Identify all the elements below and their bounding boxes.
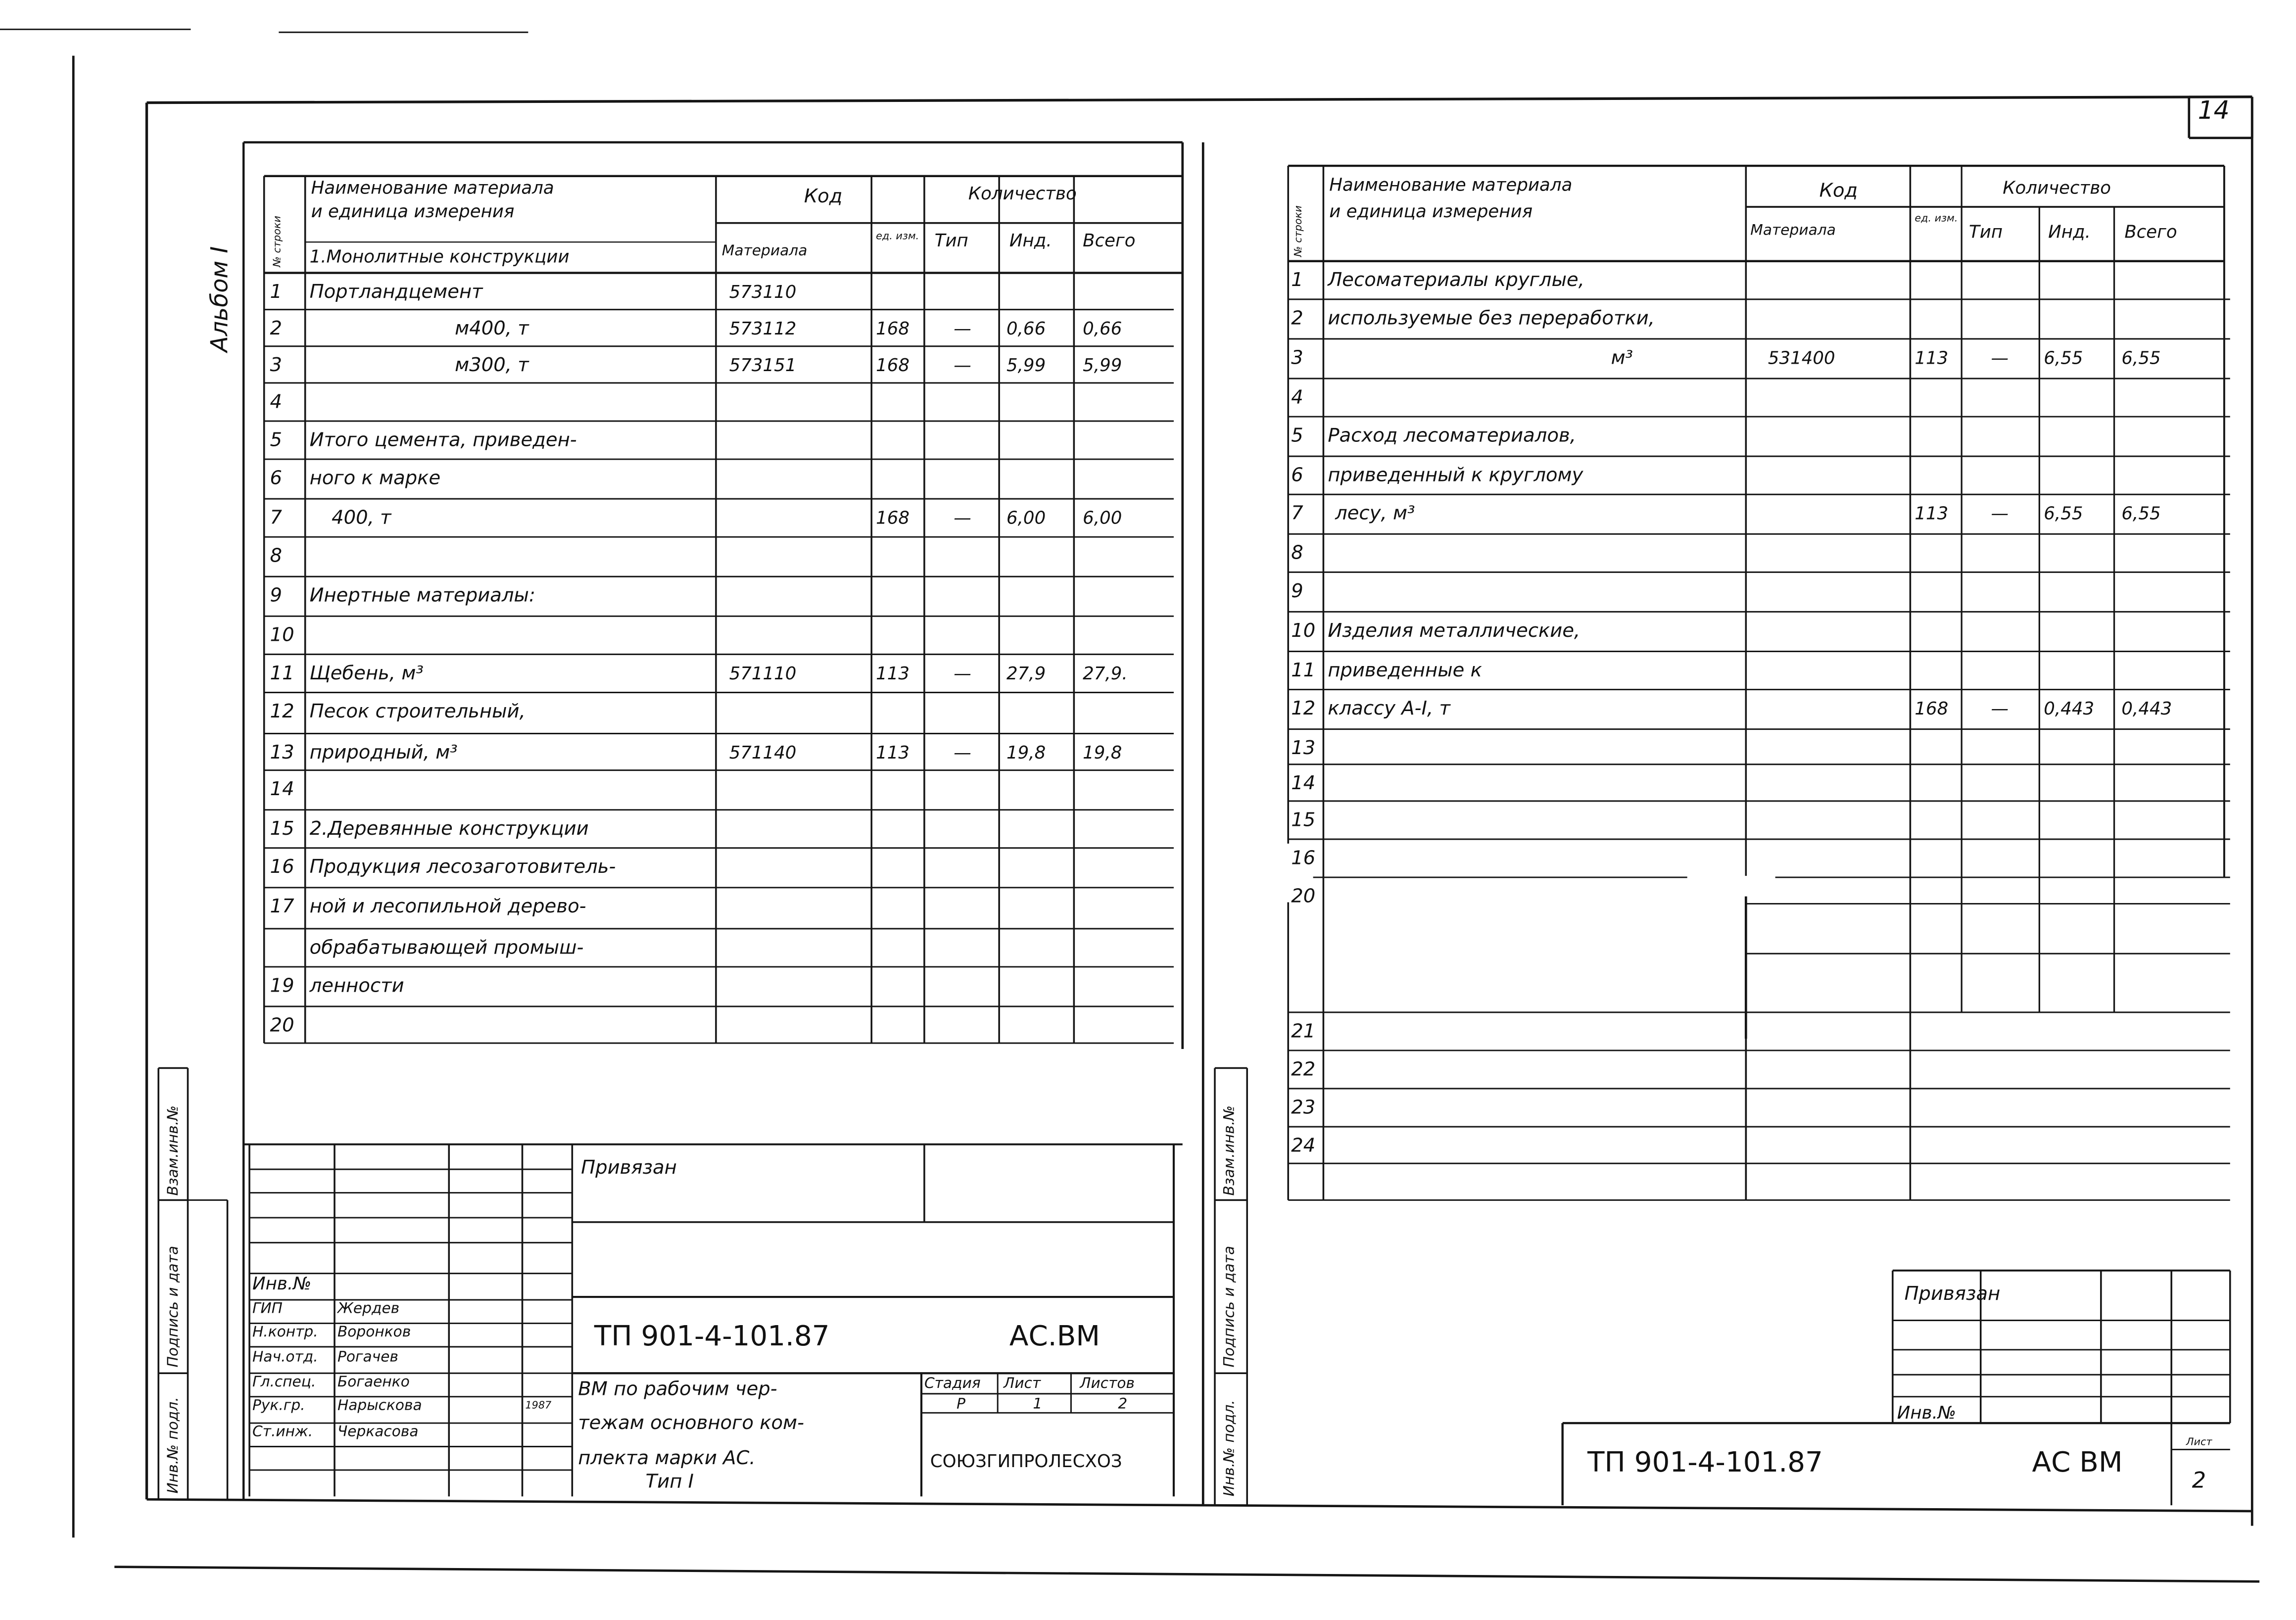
row-number: 6 bbox=[270, 468, 283, 490]
header-name-line-1: Наименование материала bbox=[311, 177, 554, 198]
row-number: 16 bbox=[270, 857, 294, 879]
row-number: 1 bbox=[270, 282, 283, 304]
row-name: Лесоматериалы круглые, bbox=[1328, 270, 1585, 292]
header-total: Всего bbox=[1083, 230, 1136, 251]
signature-name: Воронков bbox=[337, 1325, 411, 1341]
row-number: 24 bbox=[1291, 1135, 1316, 1158]
signature-role: Ст.инж. bbox=[252, 1425, 313, 1441]
row-unit: 168 bbox=[876, 507, 910, 528]
row-number: 4 bbox=[1291, 387, 1303, 410]
header-material: Материала bbox=[721, 243, 808, 260]
doc-code: ТП 901-4-101.87 bbox=[1587, 1446, 1823, 1479]
row-number: 17 bbox=[270, 896, 294, 919]
signature-name: Нарыскова bbox=[337, 1398, 422, 1415]
sheet-label: Лист bbox=[1004, 1376, 1041, 1392]
inv-no-orig-label: Инв.№ подл. bbox=[1222, 1400, 1239, 1497]
header-quantity: Количество bbox=[968, 183, 1077, 204]
signature-name: Жердев bbox=[337, 1301, 400, 1318]
row-number: 5 bbox=[270, 429, 283, 452]
sheets-label: Листов bbox=[1080, 1376, 1135, 1392]
replaced-inv-label: Взам.инв.№ bbox=[166, 1105, 182, 1196]
header-code: Код bbox=[1819, 180, 1858, 203]
stage-label: Стадия bbox=[924, 1376, 981, 1392]
row-number: 11 bbox=[270, 663, 294, 685]
row-number: 15 bbox=[1291, 810, 1316, 832]
row-name: обрабатывающей промыш- bbox=[309, 937, 584, 960]
header-unit: ед. изм. bbox=[1914, 212, 1958, 225]
row-number: 10 bbox=[270, 625, 294, 647]
header-ind: Инд. bbox=[1009, 230, 1052, 251]
row-type: — bbox=[954, 318, 971, 339]
row-number: 11 bbox=[1291, 660, 1316, 682]
row-number: 12 bbox=[270, 701, 294, 723]
row-name: приведенные к bbox=[1328, 660, 1482, 682]
row-unit: 168 bbox=[876, 355, 910, 376]
row-ind: 0,443 bbox=[2044, 698, 2095, 719]
row-type: — bbox=[954, 507, 971, 528]
row-number: 9 bbox=[270, 585, 283, 608]
row-number: 13 bbox=[270, 742, 294, 764]
row-number: 2 bbox=[270, 318, 283, 340]
row-name: Продукция лесозаготовитель- bbox=[309, 857, 616, 879]
inv-no-label: Инв.№ bbox=[1897, 1402, 1956, 1424]
row-total: 6,55 bbox=[2121, 503, 2161, 524]
signature-role: Рук.гр. bbox=[252, 1398, 305, 1415]
header-type: Тип bbox=[934, 230, 968, 251]
row-unit: 113 bbox=[1914, 503, 1949, 524]
row-number: 20 bbox=[270, 1015, 294, 1038]
sheet-number: 14 bbox=[2198, 96, 2230, 126]
row-unit: 168 bbox=[876, 318, 910, 339]
row-total: 6,00 bbox=[1083, 507, 1122, 528]
section-title: 1.Монолитные конструкции bbox=[309, 246, 570, 267]
row-number: 6 bbox=[1291, 465, 1303, 487]
row-name: 400, т bbox=[332, 507, 391, 530]
row-total: 5,99 bbox=[1083, 355, 1122, 376]
row-name: м³ bbox=[1611, 347, 1633, 370]
sheet-label: Лист bbox=[2186, 1436, 2212, 1448]
row-number: 8 bbox=[1291, 543, 1303, 565]
row-name: Изделия металлические, bbox=[1328, 620, 1580, 643]
row-type: — bbox=[954, 355, 971, 376]
doc-mark: АС.ВМ bbox=[1009, 1320, 1100, 1353]
row-number: 2 bbox=[1291, 308, 1303, 331]
row-total: 0,443 bbox=[2121, 698, 2172, 719]
row-total: 6,55 bbox=[2121, 347, 2161, 369]
row-type: — bbox=[1991, 347, 2009, 369]
header-name-line-2: и единица измерения bbox=[1329, 201, 1533, 222]
row-unit: 113 bbox=[876, 742, 910, 763]
row-number: 12 bbox=[1291, 698, 1316, 720]
row-ind: 19,8 bbox=[1006, 742, 1046, 763]
album-label: Альбом I bbox=[205, 246, 234, 352]
row-number: 22 bbox=[1291, 1059, 1316, 1082]
row-name: ной и лесопильной дерево- bbox=[309, 896, 586, 919]
row-number: 10 bbox=[1291, 620, 1316, 643]
header-material: Материала bbox=[1750, 223, 1836, 239]
row-number: 15 bbox=[270, 818, 294, 841]
row-number: 1 bbox=[1291, 270, 1303, 292]
signature-name: Богаенко bbox=[337, 1375, 410, 1391]
row-unit: 168 bbox=[1914, 698, 1949, 719]
fax-dropout-blot bbox=[1687, 876, 1775, 897]
doc-code: ТП 901-4-101.87 bbox=[594, 1320, 830, 1353]
description-line-3: плекта марки АС. bbox=[578, 1448, 756, 1470]
row-name: Расход лесоматериалов, bbox=[1328, 425, 1577, 448]
row-ind: 6,55 bbox=[2044, 503, 2083, 524]
row-ind: 0,66 bbox=[1006, 318, 1046, 339]
description-line-4: Тип I bbox=[645, 1471, 694, 1494]
replaced-inv-label: Взам.инв.№ bbox=[1222, 1105, 1239, 1196]
row-name: лесу, м³ bbox=[1335, 503, 1415, 525]
row-type: — bbox=[1991, 503, 2009, 524]
signature-role: Н.контр. bbox=[252, 1325, 318, 1341]
row-name: Итого цемента, приведен- bbox=[309, 429, 577, 452]
row-number: 8 bbox=[270, 545, 283, 568]
row-total: 0,66 bbox=[1083, 318, 1122, 339]
row-total: 27,9. bbox=[1083, 663, 1128, 684]
row-number: 7 bbox=[1291, 503, 1303, 525]
header-name-line-2: и единица измерения bbox=[311, 201, 515, 222]
row-total: 19,8 bbox=[1083, 742, 1122, 763]
sheets-value: 2 bbox=[1118, 1396, 1128, 1413]
row-code: 573151 bbox=[729, 355, 797, 376]
row-name: Инертные материалы: bbox=[309, 585, 535, 608]
signature-date-label: Подпись и дата bbox=[166, 1245, 182, 1368]
row-name: природный, м³ bbox=[309, 742, 458, 764]
row-type: — bbox=[954, 742, 971, 763]
signature-role: Гл.спец. bbox=[252, 1375, 316, 1391]
description-line-1: ВМ по рабочим чер- bbox=[578, 1379, 777, 1401]
row-number: 20 bbox=[1291, 886, 1316, 908]
row-number: 14 bbox=[270, 779, 294, 801]
privyazan-label: Привязан bbox=[1904, 1284, 2001, 1306]
header-row-number: № строки bbox=[271, 216, 284, 267]
organization-name: СОЮЗГИПРОЛЕСХОЗ bbox=[930, 1451, 1122, 1472]
header-unit: ед. изм. bbox=[876, 230, 919, 242]
row-type: — bbox=[1991, 698, 2009, 719]
description-line-2: тежам основного ком- bbox=[578, 1413, 805, 1435]
row-unit: 113 bbox=[1914, 347, 1949, 369]
row-name: приведенный к круглому bbox=[1328, 465, 1583, 487]
signature-date-label: Подпись и дата bbox=[1222, 1245, 1239, 1368]
inv-no-label: Инв.№ bbox=[252, 1273, 312, 1294]
header-code: Код bbox=[804, 186, 843, 209]
signature-role: ГИП bbox=[252, 1301, 283, 1318]
row-unit: 113 bbox=[876, 663, 910, 684]
row-number: 3 bbox=[270, 355, 283, 378]
header-ind: Инд. bbox=[2048, 221, 2091, 242]
row-number: 3 bbox=[1291, 347, 1303, 370]
inv-no-orig-label: Инв.№ подл. bbox=[166, 1397, 182, 1494]
row-number: 5 bbox=[1291, 425, 1303, 448]
row-number: 13 bbox=[1291, 738, 1316, 760]
header-type: Тип bbox=[1969, 221, 2003, 242]
row-number: 16 bbox=[1291, 848, 1316, 870]
row-name: Песок строительный, bbox=[309, 701, 526, 723]
row-number: 4 bbox=[270, 391, 283, 414]
signature-date: 1987 bbox=[525, 1399, 552, 1412]
row-number: 7 bbox=[270, 507, 283, 530]
signature-name: Черкасова bbox=[337, 1425, 419, 1441]
row-ind: 5,99 bbox=[1006, 355, 1046, 376]
row-name: Портландцемент bbox=[309, 282, 483, 304]
header-quantity: Количество bbox=[2003, 177, 2111, 198]
row-ind: 6,00 bbox=[1006, 507, 1046, 528]
privyazan-label: Привязан bbox=[581, 1157, 677, 1180]
sheet-value: 2 bbox=[2192, 1467, 2206, 1494]
row-name: классу А-I, т bbox=[1328, 698, 1450, 720]
row-number: 21 bbox=[1291, 1021, 1316, 1044]
row-name: м300, т bbox=[455, 355, 529, 378]
header-row-number: № строки bbox=[1292, 205, 1304, 257]
doc-mark: АС ВМ bbox=[2032, 1446, 2123, 1479]
row-code: 573112 bbox=[729, 318, 797, 339]
row-code: 531400 bbox=[1768, 347, 1835, 369]
sheet-value: 1 bbox=[1033, 1396, 1043, 1413]
row-name: Щебень, м³ bbox=[309, 663, 424, 685]
stage-value: Р bbox=[957, 1396, 966, 1413]
row-number: 19 bbox=[270, 975, 294, 998]
signature-name: Рогачев bbox=[337, 1349, 398, 1366]
row-code: 571140 bbox=[729, 742, 797, 763]
row-number: 9 bbox=[1291, 581, 1303, 603]
row-type: — bbox=[954, 663, 971, 684]
row-name: ленности bbox=[309, 975, 404, 998]
row-name: используемые без переработки, bbox=[1328, 308, 1655, 331]
row-name: м400, т bbox=[455, 318, 529, 340]
row-number: 14 bbox=[1291, 773, 1316, 796]
header-total: Всего bbox=[2124, 221, 2177, 242]
row-ind: 6,55 bbox=[2044, 347, 2083, 369]
row-name: 2.Деревянные конструкции bbox=[309, 818, 589, 841]
row-ind: 27,9 bbox=[1006, 663, 1046, 684]
header-name-line-1: Наименование материала bbox=[1329, 174, 1573, 195]
row-code: 571110 bbox=[729, 663, 797, 684]
signature-role: Нач.отд. bbox=[252, 1349, 318, 1366]
row-name: ного к марке bbox=[309, 468, 441, 490]
row-code: 573110 bbox=[729, 282, 797, 302]
row-number: 23 bbox=[1291, 1097, 1316, 1120]
